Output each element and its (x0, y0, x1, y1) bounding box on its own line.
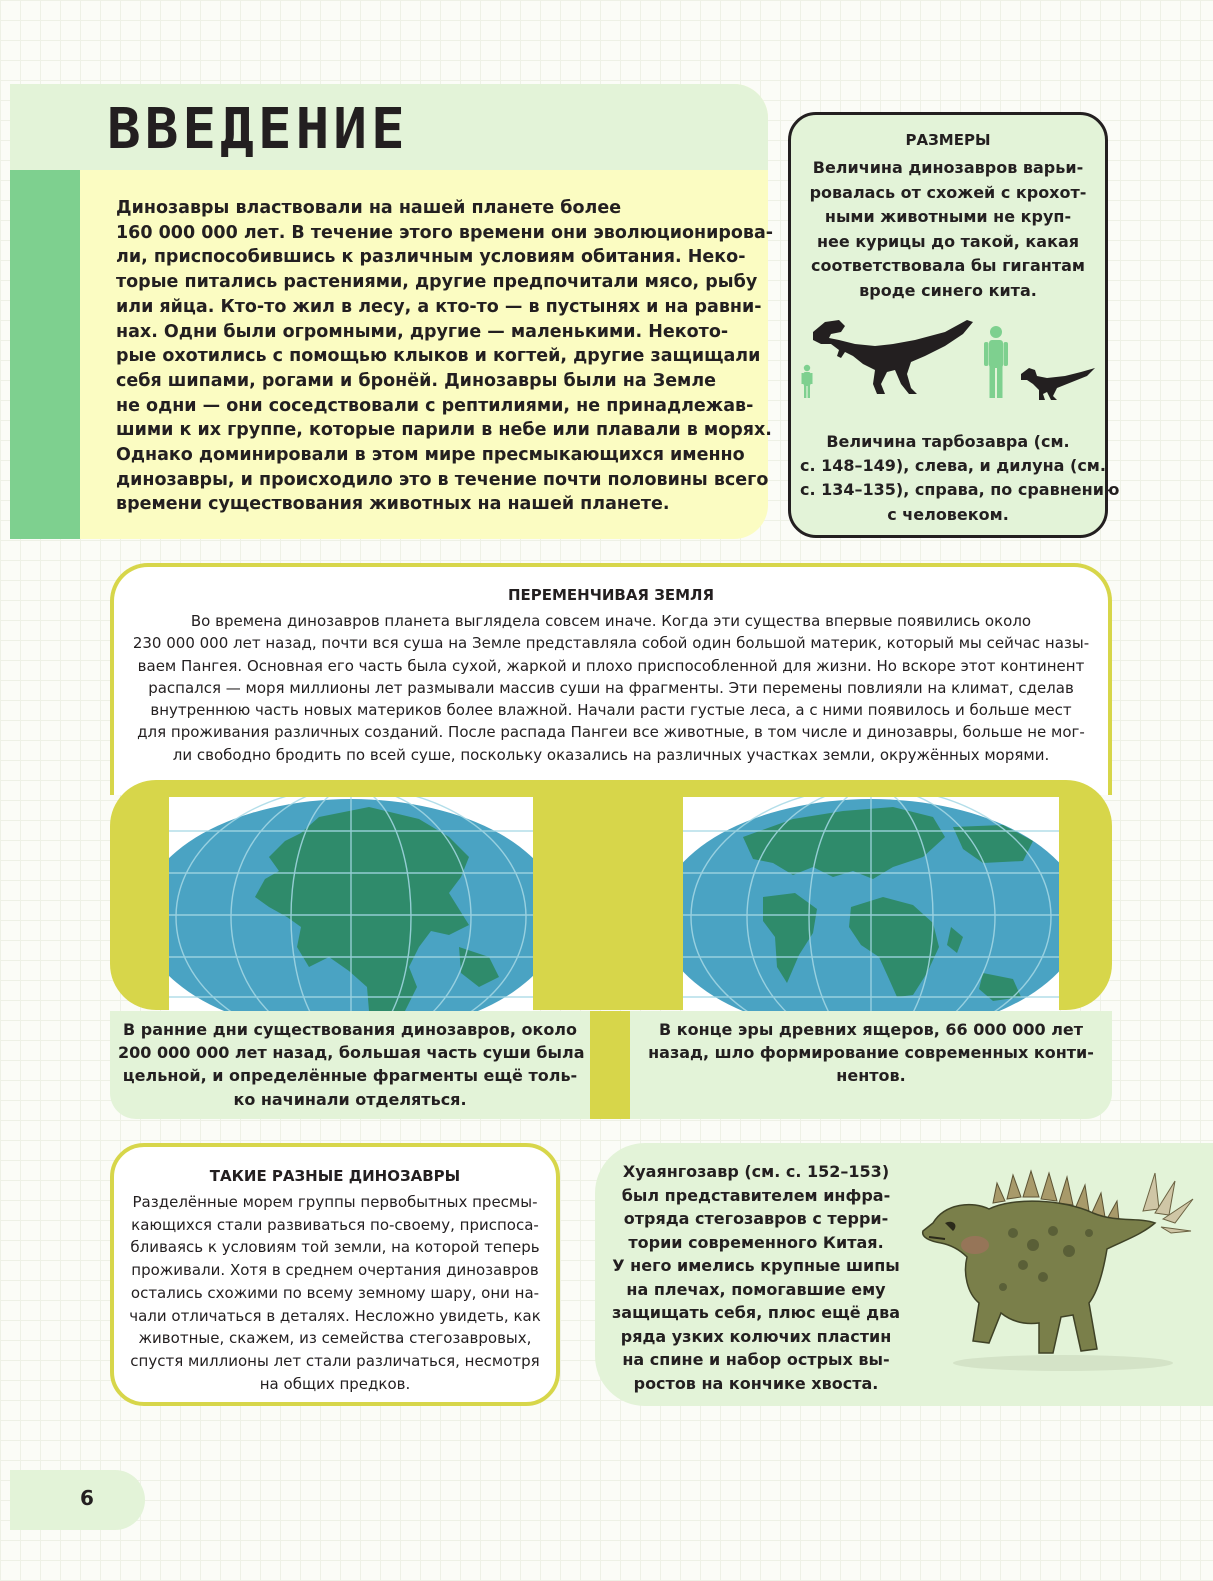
caption-divider (590, 1011, 630, 1119)
sizes-text (800, 156, 1096, 303)
intro-line: 160 000 000 лет. В течение этого времени они эволюционирова- (116, 222, 774, 243)
small-human-silhouette (802, 365, 813, 398)
earth-line: ваем Пангея. Основная его часть была сухой, жаркой и плохо приспособленной для жизни. Но вскоре этот континент (137, 656, 1085, 675)
sizes-caption-line: Величина тарбозавра (см. (826, 432, 1070, 451)
page-title: ВВЕДЕНИЕ (107, 97, 409, 162)
huay-line: У него имелись крупные шипы (612, 1256, 900, 1275)
diff-line: Разделённые морем группы первобытных пресмы- (132, 1193, 538, 1211)
huay-line: Хуаянгозавр (см. с. 152–153) (622, 1162, 890, 1181)
dilong-silhouette (1021, 368, 1095, 400)
page-number: 6 (80, 1486, 94, 1510)
caption-line: 200 000 000 лет назад, большая часть суши была (118, 1043, 585, 1063)
late-cretaceous-caption (640, 1018, 1102, 1088)
diff-line: остались схожими по всему земному шару, они на- (130, 1283, 540, 1302)
huay-line: на спине и набор острых вы- (622, 1350, 890, 1369)
huay-line: ростов на кончике хвоста. (633, 1373, 879, 1393)
sizes-line: соответствовала бы гигантам (810, 256, 1085, 275)
changing-earth-text (125, 610, 1097, 766)
sizes-line: ровалась от схожей с крохот- (809, 182, 1087, 202)
intro-line: или яйца. Кто-то жил в лесу, а кто-то — в пустынях и на равни- (116, 296, 762, 317)
diff-line: бливаясь к условиям той земли, на которой теперь (130, 1238, 540, 1257)
sizes-line: вроде синего кита. (859, 280, 1037, 300)
sizes-caption (800, 430, 1120, 527)
diff-line: чали отличаться в деталях. Несложно увидеть, как (129, 1306, 541, 1325)
caption-line: назад, шло формирование современных конти- (648, 1043, 1094, 1063)
intro-line: Однако доминировали в этом мире пресмыкающихся именно (116, 445, 745, 466)
earth-line: ли свободно бродить по всей суше, поскольку оказались на различных участках земли, окружённых морями. (172, 745, 1050, 764)
intro-side-bar (10, 170, 80, 539)
intro-line: шими к их группе, которые парили в небе или плавали в морях. (116, 420, 772, 441)
caption-line: нентов. (836, 1066, 906, 1086)
changing-earth-title: ПЕРЕМЕНЧИВАЯ ЗЕМЛЯ (507, 586, 715, 604)
sizes-line: ными животными не круп- (824, 207, 1072, 226)
caption-line: В конце эры древних ящеров, 66 000 000 лет (658, 1020, 1084, 1039)
intro-line: себя шипами, рогами и бронёй. Динозавры были на Земле (116, 370, 717, 391)
diff-line: спустя миллионы лет стали различаться, несмотря (130, 1351, 540, 1370)
sizes-line: нее курицы до такой, какая (816, 231, 1080, 251)
earth-line: внутреннюю часть новых материков более влажной. Начали расти густые леса, а с ними появилось и больше мест (150, 701, 1072, 720)
huay-line: ряда узких колючих пластин (620, 1326, 892, 1346)
pangea-map (169, 797, 533, 1011)
diff-line: животные, скажем, из семейства стегозавровых, (138, 1329, 532, 1348)
huay-line: тории современного Китая. (628, 1232, 884, 1252)
intro-line: времени существования животных на нашей планете. (116, 494, 670, 515)
intro-line: торые питались растениями, другие предпочитали мясо, рыбу (116, 272, 758, 293)
earth-line: 230 000 000 лет назад, почти вся суша на Земле представляла собой один большой материк, который мы сейчас назы- (132, 634, 1090, 653)
intro-line: рые охотились с помощью клыков и когтей, другие защищали (116, 346, 761, 367)
earth-line: Во времена динозавров планета выглядела совсем иначе. Когда эти существа впервые появились около (190, 612, 1032, 630)
earth-line: для проживания различных созданий. После распада Пангеи все животные, в том числе и динозавры, больше не мог- (137, 723, 1085, 742)
intro-line: не одни — они соседствовали с рептилиями, не принадлежав- (116, 395, 754, 416)
diff-line: на общих предков. (259, 1374, 411, 1393)
huayangosaurus-illustration (893, 1153, 1206, 1375)
huay-line: защищать себя, плюс ещё два (611, 1303, 901, 1322)
caption-line: В ранние дни существования динозавров, около (122, 1020, 578, 1039)
diff-line: кающихся стали развиваться по-своему, приспоса- (131, 1215, 539, 1234)
different-dinosaurs-title: ТАКИЕ РАЗНЫЕ ДИНОЗАВРЫ (209, 1167, 461, 1185)
size-comparison-illustration (795, 310, 1100, 410)
sizes-caption-line: с. 148–149), слева, и дилуна (см. (800, 456, 1106, 476)
pangea-caption (118, 1018, 585, 1111)
intro-line: ли, приспособившись к различным условиям обитания. Неко- (116, 247, 746, 268)
sizes-line: Величина динозавров варьи- (812, 158, 1084, 177)
sizes-caption-line: с. 134–135), справа, по сравнению (800, 480, 1120, 500)
sizes-title: РАЗМЕРЫ (905, 131, 991, 149)
tarbosaurus-silhouette (813, 320, 973, 394)
intro-line: Динозавры властвовали на нашей планете более (116, 198, 622, 218)
diff-line: проживали. Хотя в среднем очертания динозавров (131, 1261, 539, 1280)
sizes-caption-line: с человеком. (887, 504, 1009, 524)
page-number-tab (10, 1470, 145, 1530)
huay-line: был представителем инфра- (621, 1185, 891, 1205)
different-dinosaurs-text (122, 1191, 548, 1395)
caption-line: ко начинали отделяться. (233, 1089, 467, 1109)
huayangosaurus-text (605, 1160, 907, 1395)
late-cretaceous-map (683, 797, 1059, 1011)
intro-line: нах. Одни были огромными, другие — маленькими. Некото- (116, 321, 729, 342)
human-silhouette (984, 326, 1008, 398)
intro-line: динозавры, и происходило это в течение почти половины всего (116, 469, 769, 490)
huay-line: отряда стегозавров с терри- (623, 1209, 889, 1228)
intro-text (116, 196, 774, 517)
huay-line: на плечах, помогавшие ему (626, 1279, 886, 1299)
caption-line: цельной, и определённые фрагменты ещё толь- (122, 1066, 578, 1086)
earth-line: распался — моря миллионы лет размывали массив суши на фрагменты. Эти перемены повлияли на климат, сделав (148, 678, 1074, 697)
